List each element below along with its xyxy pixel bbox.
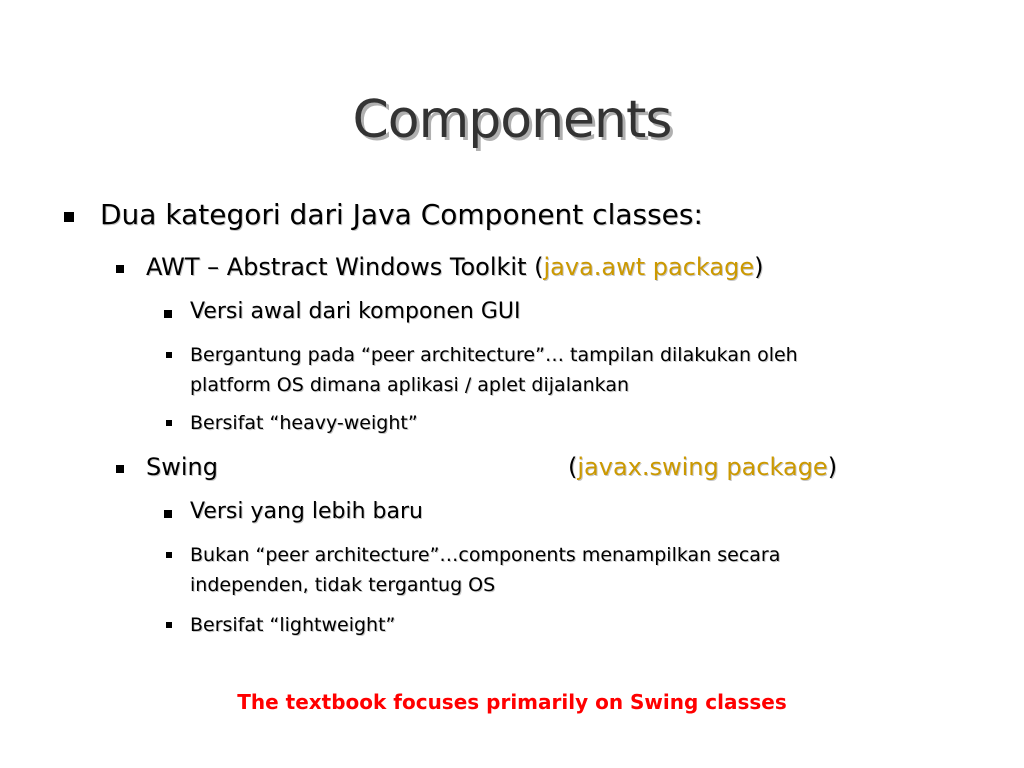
bullet-text-line: Bergantung pada “peer architecture”… tampilan dilakukan oleh xyxy=(190,344,798,366)
bullet-text: Bersifat “heavy-weight” xyxy=(190,412,418,434)
square-bullet-icon xyxy=(116,465,124,473)
bullet-text-line: platform OS dimana aplikasi / aplet dijalankan xyxy=(190,374,630,396)
square-bullet-icon xyxy=(164,310,172,318)
square-bullet-icon xyxy=(166,420,172,426)
bullet-label: Swing xyxy=(146,453,218,481)
square-bullet-icon xyxy=(166,622,172,628)
square-bullet-icon xyxy=(166,552,172,558)
bullet-text: Versi awal dari komponen GUI xyxy=(190,299,521,324)
package-name-highlight: java.awt package xyxy=(543,253,755,281)
square-bullet-icon xyxy=(166,352,172,358)
square-bullet-icon xyxy=(116,265,124,273)
bullet-text: AWT – Abstract Windows Toolkit (java.awt package) xyxy=(146,253,764,281)
bullet-text: Dua kategori dari Java Component classes: xyxy=(100,198,703,231)
bullet-text: Versi yang lebih baru xyxy=(190,499,423,524)
square-bullet-icon xyxy=(164,510,172,518)
bullet-text-line: independen, tidak tergantug OS xyxy=(190,574,496,596)
footnote: The textbook focuses primarily on Swing classes xyxy=(237,690,787,714)
square-bullet-icon xyxy=(64,212,74,222)
bullet-text: (javax.swing package) xyxy=(568,453,838,481)
bullet-text: Bersifat “lightweight” xyxy=(190,614,396,636)
package-name-highlight: javax.swing package xyxy=(577,453,828,481)
slide-title: Components xyxy=(352,90,672,150)
bullet-text-line: Bukan “peer architecture”…components menampilkan secara xyxy=(190,544,781,566)
